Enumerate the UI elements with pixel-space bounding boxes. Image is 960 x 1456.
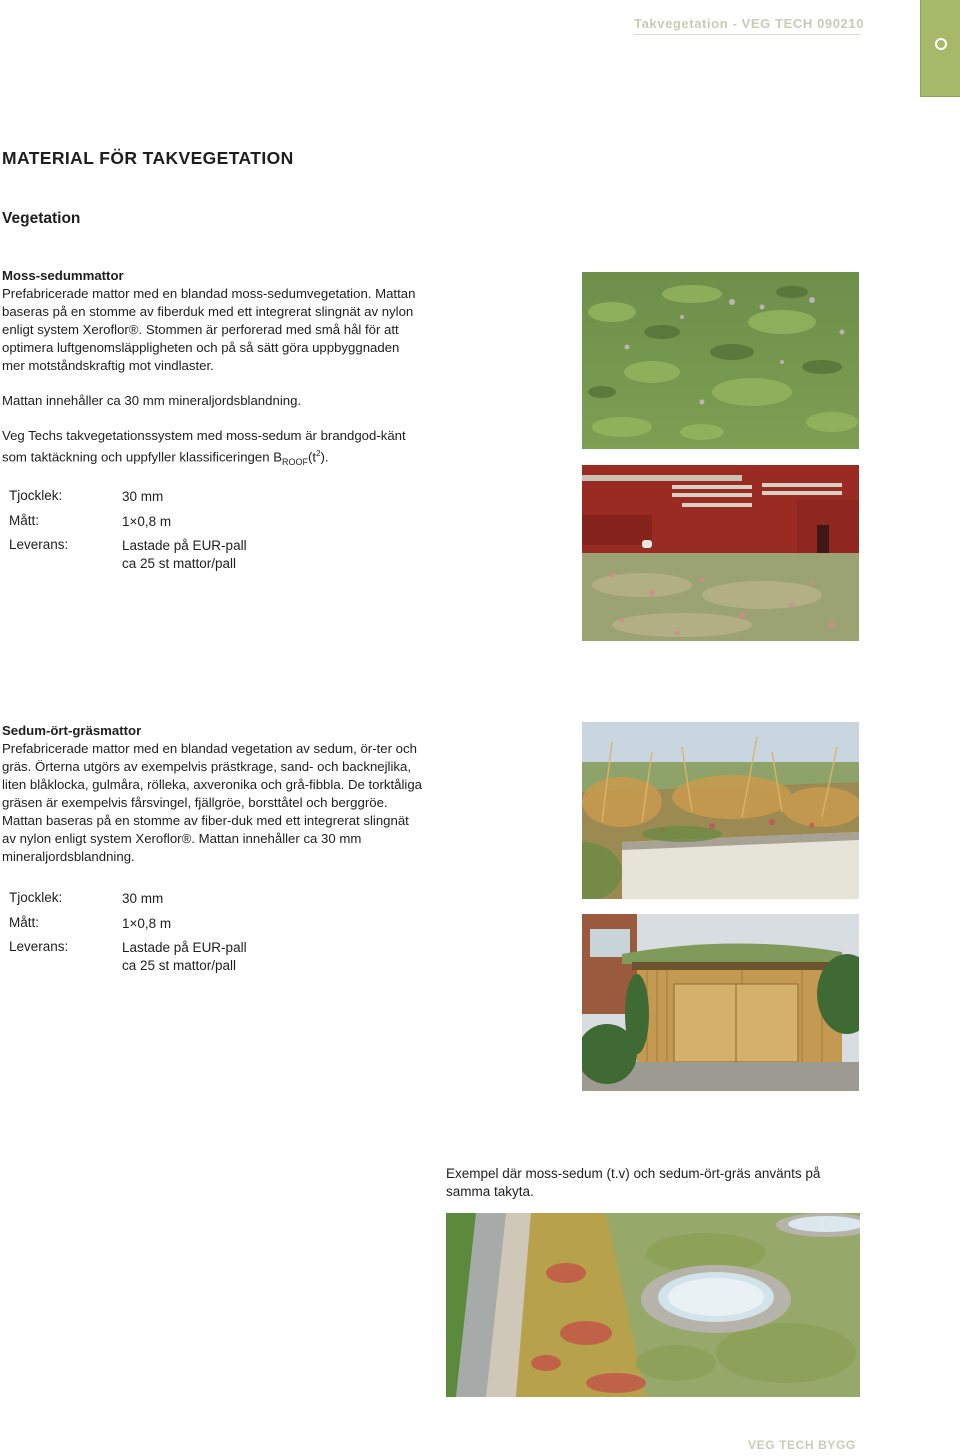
spec-label: Tjocklek:: [9, 488, 63, 503]
spec-value: 30 mm: [122, 891, 164, 906]
spec-label: Mått:: [9, 513, 40, 528]
spec-label: Mått:: [9, 915, 40, 930]
header-rule: [634, 34, 860, 35]
photo-moss-sedum-mat: [582, 272, 859, 449]
fire-class-paren: (t: [308, 449, 317, 465]
fire-class-superscript: 2: [316, 449, 321, 458]
section-title: Vegetation: [2, 210, 81, 227]
photo-roof-with-skylight: [446, 1213, 860, 1397]
sedum-herb-grass-heading: Sedum-ört-gräsmattor: [2, 723, 142, 738]
spec-value: 1×0,8 m: [122, 514, 172, 529]
page-title: MATERIAL FÖR TAKVEGETATION: [2, 148, 294, 168]
fire-class-text: Veg Techs takvegetationssystem med moss-sedum är brandgod-känt som taktäckning och uppfyller klassificeringen B: [2, 428, 406, 465]
moss-sedum-paragraph-1: Prefabricerade mattor med en blandad moss-sedumvegetation. Mattan baseras på en stomme av fiberduk med ett integrerat slingnät av nylon enligt system Xeroflor®. Stommen är perforerad med små hål för att optimera luftgenomsläppligheten och på så sätt göra uppbyggnaden mer motståndskraftig mot vindlaster.: [2, 286, 416, 373]
sedum-herb-grass-specs: [9, 890, 309, 980]
spec-value: Lastade på EUR-pall: [122, 940, 247, 955]
moss-sedum-text: [2, 267, 422, 471]
fire-class-close: ).: [320, 449, 329, 465]
moss-sedum-paragraph-2: Mattan innehåller ca 30 mm mineraljordsblandning.: [2, 393, 302, 408]
fire-class-subscript: ROOF: [282, 457, 309, 468]
spec-label: Leverans:: [9, 939, 69, 954]
spec-value: ca 25 st mattor/pall: [122, 958, 237, 973]
spec-value: 1×0,8 m: [122, 916, 172, 931]
moss-sedum-heading: Moss-sedummattor: [2, 268, 124, 283]
spec-label: Tjocklek:: [9, 890, 63, 905]
spec-label: Leverans:: [9, 537, 69, 552]
running-footer: VEG TECH BYGG: [748, 1438, 856, 1452]
running-header: Takvegetation - VEG TECH 090210: [634, 16, 865, 31]
photo-red-building-roof: [582, 465, 859, 641]
photo-herb-grass-roof: [582, 722, 859, 899]
spec-value: ca 25 st mattor/pall: [122, 556, 237, 571]
moss-sedum-specs: [9, 488, 309, 578]
photo-caption: Exempel där moss-sedum (t.v) och sedum-ört-gräs använts på samma takyta.: [446, 1166, 821, 1199]
moss-sedum-paragraph-3: [2, 427, 422, 471]
spec-value: Lastade på EUR-pall: [122, 538, 247, 553]
circle-icon: [935, 38, 947, 50]
sedum-herb-grass-paragraph: Prefabricerade mattor med en blandad vegetation av sedum, ör-ter och gräs. Örterna utgörs av exempelvis prästkrage, sand- och backnejlika, liten blåklocka, gulmåra, rölleka, axveronika och grå-fibbla. De torktåliga gräsen är exempelvis fårsvingel, fjällgröe, borsttåtel och berggröe. Mattan baseras på en stomme av fiber-duk med ett integrerat slingnät av nylon enligt system Xeroflor®. Mattan innehåller ca 30 mm mineraljordsblandning.: [2, 741, 423, 864]
spec-value: 30 mm: [122, 489, 164, 504]
page-tab-marker: [920, 0, 960, 97]
sedum-herb-grass-text: [2, 722, 422, 866]
photo-garage-green-roof: [582, 914, 859, 1091]
